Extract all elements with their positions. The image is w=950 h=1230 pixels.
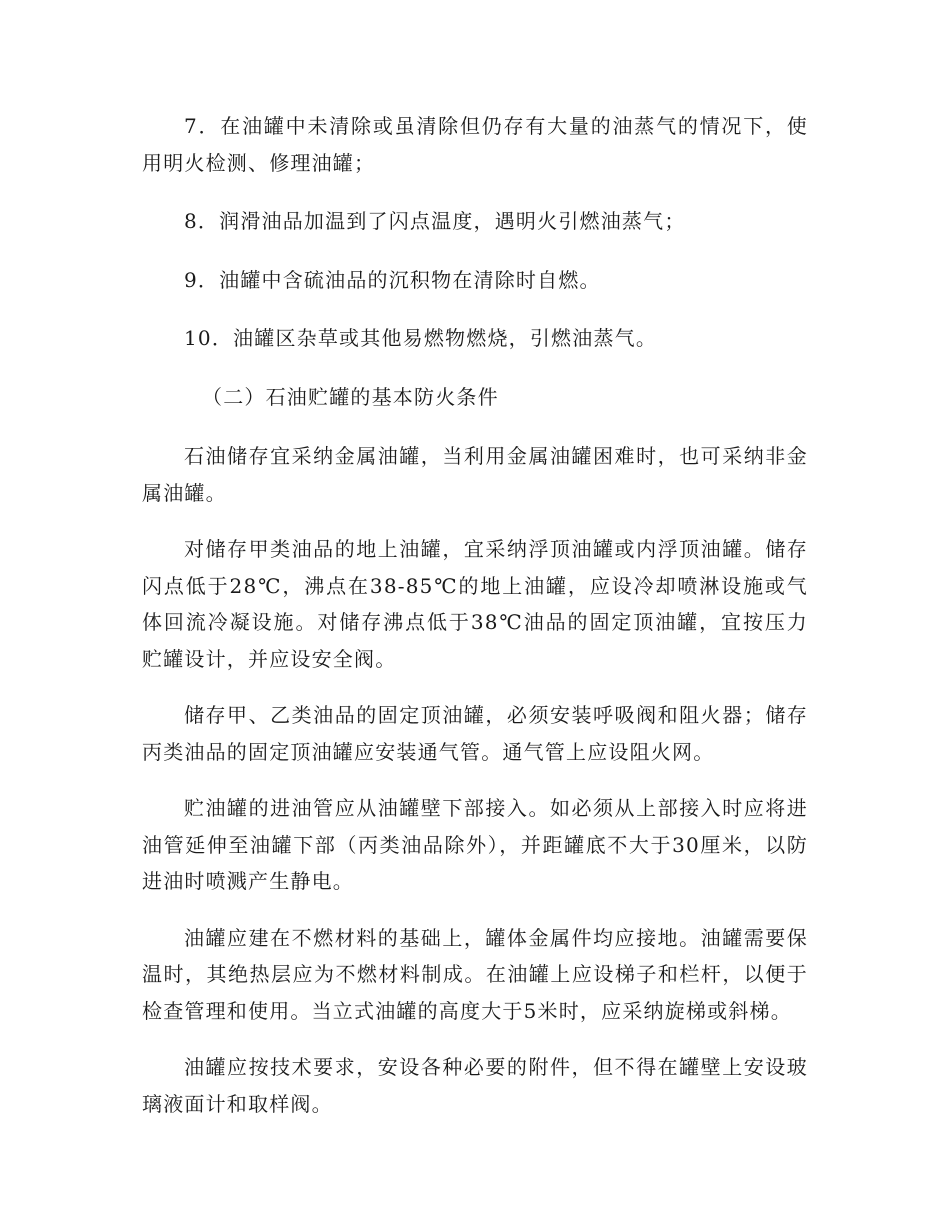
paragraph-breather-valve: 储存甲、乙类油品的固定顶油罐，必须安装呼吸阀和阻火器；储存丙类油品的固定顶油罐应安装通气管。通气管上应设阻火网。 [142,703,808,764]
list-item-8: 8．润滑油品加温到了闪点温度，遇明火引燃油蒸气； [184,209,686,233]
paragraph-foundation: 油罐应建在不燃材料的基础上，罐体金属件均应接地。油罐需要保温时，其绝热层应为不燃材料制成。在油罐上应设梯子和栏杆，以便于检查管理和使用。当立式油罐的高度大于5米时，应采纳旋梯或斜梯。 [142,925,808,1023]
list-item-9: 9．油罐中含硫油品的沉积物在清除时自燃。 [184,267,601,292]
list-item-10: 10．油罐区杂草或其他易燃物燃烧，引燃油蒸气。 [184,326,658,350]
section-heading: （二）石油贮罐的基本防火条件 [202,384,499,409]
paragraph-fittings: 油罐应按技术要求，安设各种必要的附件，但不得在罐壁上安设玻璃液面计和取样阀。 [142,1055,808,1116]
paragraph-floating-roof: 对储存甲类油品的地上油罐，宜采纳浮顶油罐或内浮顶油罐。储存闪点低于28℃，沸点在38-85℃的地上油罐，应设冷却喷淋设施或气体回流冷凝设施。对储存沸点低于38℃油品的固定顶油罐，宜按压力贮罐设计，并应设安全阀。 [142,537,808,671]
document-body [142,108,808,1142]
paragraph-metal-tanks: 石油储存宜采纳金属油罐，当利用金属油罐困难时，也可采纳非金属油罐。 [142,444,808,505]
paragraph-inlet-pipe: 贮油罐的进油管应从油罐壁下部接入。如必须从上部接入时应将进油管延伸至油罐下部（丙类油品除外），并距罐底不大于30厘米，以防进油时喷溅产生静电。 [142,796,808,893]
list-item-7: 7．在油罐中未清除或虽清除但仍存有大量的油蒸气的情况下，使用明火检测、修理油罐； [142,114,808,175]
